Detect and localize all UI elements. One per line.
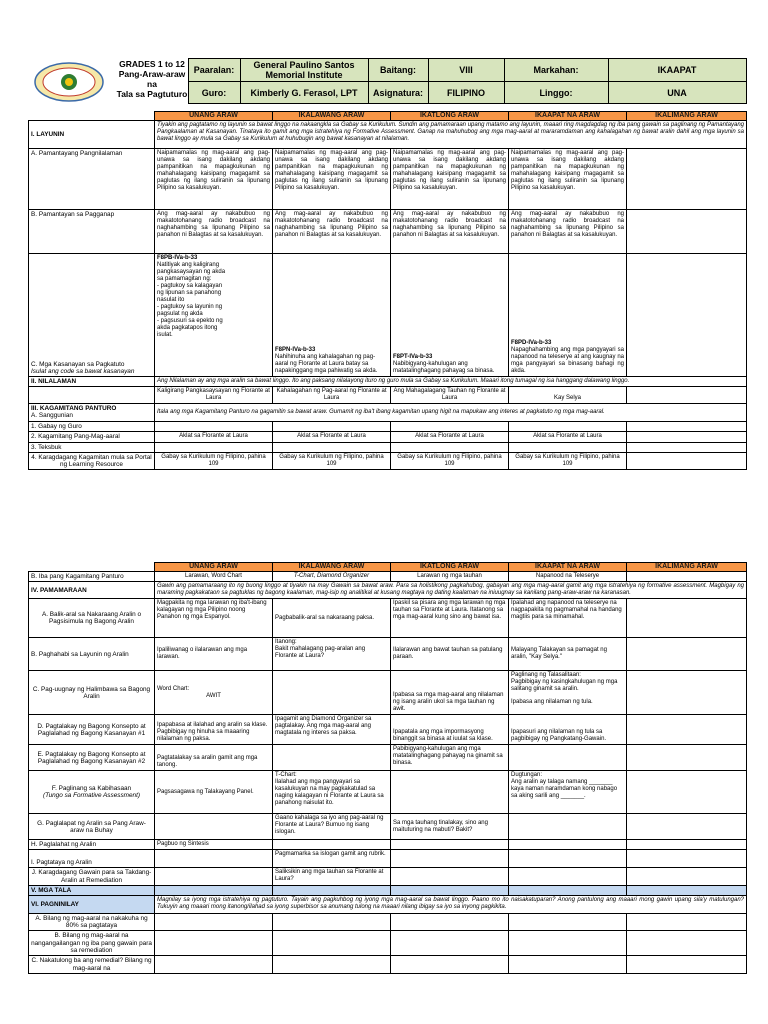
iba-pang-d2: T-Chart, Diamond Organizer	[273, 572, 391, 582]
paaralan-value: General Paulino Santos Memorial Institute	[240, 59, 368, 82]
a-d4: Ipalahad ang napanood na teleserye na nagpapakita ng pagmamahal na handang magtiis para sa minamahal.	[509, 599, 627, 638]
iba-pang-label: B. Iba pang Kagamitang Panturo	[29, 572, 155, 582]
title-line-1: GRADES 1 to 12	[119, 59, 185, 69]
asignatura-value: FILIPINO	[428, 82, 504, 104]
aklat-d1: Aklat sa Florante at Laura	[155, 432, 273, 442]
layunin-text: Tiyakin ang pagtatamo ng layunin sa bawat linggo na nakaangkla sa Gabay sa Kurikulum. Sundin ang pamamaraan upang matamo ang layunin, maaari ring magdagdag ng iba pang gawain sa paglinang ng Pamantayang Pangkaalaman at Kasanayan. Tinataya ito gamit ang mga istratehiya ng Formative Assessment. Ganap na mahuhubog ang mga mag-aaral at mararamdaman ang kahalagahan ng bawat aralin dahil ang mga layunin sa bawat linggo ay mula sa Gabay sa Kurikulum at huhubugin ang bawat kasanayan at nilalaman.	[155, 121, 747, 149]
a-label: A. Balik-aral sa Nakaraang Aralin o Pagsisimula ng Bagong Aralin	[29, 599, 155, 638]
sanggunian-label: A. Sanggunian	[31, 412, 73, 420]
j-label: J. Karagdagang Gawain para sa Takdang-Aralin at Remediation	[29, 868, 155, 885]
pagninilay-label: VI. PAGNINILAY	[29, 896, 155, 914]
nilalaman-d1: Kaligirang Pangkasaysayan ng Florante at Laura	[155, 387, 273, 404]
kasanayan-d1	[155, 254, 273, 377]
kasanayan-d2-text: Nahihinuha ang kahalagahan ng pag-aaral ng Florante at Laura batay sa napakinggang mga pahiwatig sa akda.	[275, 354, 378, 374]
markahan-label: Markahan:	[504, 59, 608, 82]
pagganap-d1: Ang mag-aaral ay nakabubuo ng makatotohanang radio broadcast na naghahambing sa lipunang Pilipino sa panahon ni Balagtas at sa kasalukuyan.	[155, 210, 273, 254]
pangnilalaman-d1: Naipamamalas ng mag-aaral ang pag-unawa sa isang dakilang akdang pampanitikan na mapagkukunan ng mahahalagang kaisipang magagamit sa paglutas ng ilang suliranin sa lipunang Pilipino sa kasalukuyan.	[155, 149, 273, 210]
gabay-label: 1. Gabay ng Guro	[29, 422, 155, 432]
pangnilalaman-label: A. Pamantayang Pangnilalaman	[29, 149, 155, 210]
karagdagan-d4: Gabay sa Kurikulum ng Filipino, pahina 109	[509, 452, 627, 469]
f-d4: Dugtungan: Ang aralin ay talaga namang _______ kaya naman naramdaman kong nabago sa aking sarili ang _______.	[509, 771, 627, 814]
a-d3: Ipaskil sa pisara ang mga larawan ng mga tauhan sa Florante at Laura. Itatanong sa mga mag-aaral kung sino ang bawat isa.	[391, 599, 509, 638]
day-header-3b: IKATLONG ARAW	[391, 563, 509, 572]
h-d1: Pagbuo ng Sintesis	[155, 840, 273, 850]
kagamitang-aaral-label: 2. Kagamitang Pang-Mag-aaral	[29, 432, 155, 442]
b-d2: Itanong: Bakit mahalagang pag-aralan ang Florante at Laura?	[273, 638, 391, 671]
pamamaraan-text: Gawin ang pamamaraang ito ng buong linggo at tiyakin na may Gawain sa bawat araw. Para sa holistikong pagkahubog, gabayan ang mga mag-aaral gamit ang mga istratehiya ng formative assessment. Magbigay ng maraming pagkakataon sa pagtuklas ng bagong kaalaman, mag-isip ng analitikal at kusang magtaya ng dating kaalaman na iniuugnay sa kanilang pang-araw-araw na karanasan.	[155, 582, 747, 599]
i-label: I. Pagtataya ng Aralin	[29, 850, 155, 868]
kasanayan-d3-text: Nabibigyang-kahulugan ang matatalinghagang pahayag sa binasa.	[393, 361, 495, 374]
pagganap-d3: Ang mag-aaral ay nakabubuo ng makatotohanang radio broadcast na naghahambing sa lipunang Pilipino sa panahon ni Balagtas at sa kasalukuyan.	[391, 210, 509, 254]
c-d1-word: AWIT	[206, 692, 221, 699]
day-header-3: IKATLONG ARAW	[391, 112, 509, 121]
day-header-5b: IKALIMANG ARAW	[627, 563, 747, 572]
b-label: B. Paghahabi sa Layunin ng Aralin	[29, 638, 155, 671]
c-d4-basa: Ipabasa ang nilalaman ng tula.	[511, 699, 593, 706]
baitang-label: Baitang:	[368, 59, 428, 82]
d-d3: Ipapatala ang mga impormasyong binanggit sa binasa at iuulat sa klase.	[391, 715, 509, 745]
c-d3: Ipabasa sa mga mag-aaral ang nilalaman ng isang aralin ukol sa mga tauhan ng awit.	[391, 671, 509, 715]
aklat-d4: Aklat sa Florante at Laura	[509, 432, 627, 442]
d-d4: Ipapasuri ang nilalaman ng tula sa pagbibigay ng Pangkatang-Gawain.	[509, 715, 627, 745]
pamamaraan-label: IV. PAMAMARAAN	[29, 582, 155, 599]
iba-pang-d1: Larawan, Word Chart	[155, 572, 273, 582]
nilalaman-text: Ang Nilalaman ay ang mga aralin sa bawat linggo. Ito ang paksang nilalayong ituro ng guro mula sa Gabay sa Kurikulum. Maaari itong tumagal ng isa hanggang dalawang linggo.	[155, 377, 747, 387]
c-label: C. Pag-uugnay ng Halimbawa sa Bagong Aralin	[29, 671, 155, 715]
pagganap-d2: Ang mag-aaral ay nakabubuo ng makatotohanang radio broadcast na naghahambing sa lipunang Pilipino sa panahon ni Balagtas at sa kasalukuyan.	[273, 210, 391, 254]
karagdagan-label: 4. Karagdagang Kagamitan mula sa Portal ng Learning Resource	[29, 452, 155, 469]
kasanayan-d1-code: F8PB-IVa-b-33	[157, 255, 198, 261]
aklat-d2: Aklat sa Florante at Laura	[273, 432, 391, 442]
f-d2: T-Chart: Ilalahad ang mga pangyayari sa kasalukuyan na may pagkakatulad sa naging kalagayan ni Florante at Laura sa panahong naisulat ito.	[273, 771, 391, 814]
day-header-row	[29, 112, 747, 121]
pangnilalaman-d3: Naipamamalas ng mag-aaral ang pag-unawa sa isang dakilang akdang pampanitikan na mapagkukunan ng mahahalagang kaisipang magagamit sa paglutas ng ilang suliranin sa lipunang Pilipino sa kasalukuyan.	[391, 149, 509, 210]
markahan-value: IKAAPAT	[608, 59, 746, 82]
day-header-1b: UNANG ARAW	[155, 563, 273, 572]
pangnilalaman-d2: Naipamamalas ng mag-aaral ang pag-unawa sa isang dakilang akdang pampanitikan na mapagkukunan ng mahahalagang kaisipang magagamit sa paglutas ng ilang suliranin sa lipunang Pilipino sa kasalukuyan.	[273, 149, 391, 210]
kagamitan-cell	[29, 404, 155, 422]
day-header-4: IKAAPAT NA ARAW	[509, 112, 627, 121]
pagganap-d4: Ang mag-aaral ay nakabubuo ng makatotohanang radio broadcast na naghahambing sa lipunang Pilipino sa panahon ni Balagtas at sa kasalukuyan.	[509, 210, 627, 254]
kasanayan-d3	[391, 254, 509, 377]
day-header-2b: IKALAWANG ARAW	[273, 563, 391, 572]
e-d1: Pagtatalakay sa aralin gamit ang mga tanong.	[155, 745, 273, 771]
kagamitan-text: Itala ang mga Kagamitang Panturo na gagamitin sa bawat araw. Gumamit ng iba't ibang kagamitan upang higit na mapukaw ang interes at pagkatuto ng mga mag-aaral.	[155, 404, 747, 422]
pangnilalaman-d4: Naipamamalas ng mag-aaral ang pag-unawa sa isang dakilang akdang pampanitikan na mapagkukunan ng mahahalagang kaisipang magagamit sa paglutas ng ilang suliranin sa lipunang Pilipino sa kasalukuyan.	[509, 149, 627, 210]
c-d1-title: Word Chart:	[157, 685, 190, 692]
c-d4	[509, 671, 627, 715]
f-sub: (Tungo sa Formative Assessment)	[43, 792, 140, 800]
j-d2: Saliksikin ang mga tauhan sa Florante at Laura?	[273, 868, 391, 885]
d-d2: Ipagamit ang Diamond Organizer sa pagtalakay. Ang mga mag-aaral ang magtatala ng interes sa paksa.	[273, 715, 391, 745]
kasanayan-cell	[29, 254, 155, 377]
title-line-4: Tala sa Pagtuturo	[116, 89, 188, 99]
kasanayan-d4	[509, 254, 627, 377]
karagdagan-d3: Gabay sa Kurikulum ng Filipino, pahina 109	[391, 452, 509, 469]
pa-label: A. Bilang ng mag-aaral na nakakuha ng 80% sa pagtataya	[29, 914, 155, 931]
g-label: G. Paglalapat ng Aralin sa Pang Araw-araw na Buhay	[29, 814, 155, 840]
teksbuk-label: 3. Teksbuk	[29, 442, 155, 452]
f-d1: Pagsasagawa ng Talakayang Panel.	[155, 771, 273, 814]
kasanayan-d2	[273, 254, 391, 377]
title-line-2: Pang-Araw-araw	[118, 69, 186, 79]
a-d2: Pagbabalik-aral sa nakaraang paksa.	[273, 599, 391, 638]
pc-label: C. Nakatulong ba ang remedial? Bilang ng mag-aaral na	[29, 956, 155, 973]
kasanayan-d4-text: Napaghahambing ang mga pangyayari sa napanood na teleserye at ang kaugnay na mga pangyayari sa binasang bahagi ng akda.	[511, 347, 624, 374]
b-d1: Ipaliliwanag o ilalarawan ang mga larawan.	[155, 638, 273, 671]
h-label: H. Paglalahat ng Aralin	[29, 840, 155, 850]
kasanayan-d2-code: F8PN-IVa-b-33	[275, 347, 316, 353]
pb-label: B. Bilang ng mag-aaral na nangangailangan ng iba pang gawain para sa remediation	[29, 931, 155, 956]
linggo-value: UNA	[608, 82, 746, 104]
asignatura-label: Asignatura:	[368, 82, 428, 104]
f-label: F. Paglinang sa Kabihasaan	[51, 785, 132, 792]
aklat-d3: Aklat sa Florante at Laura	[391, 432, 509, 442]
day-header-2: IKALAWANG ARAW	[273, 112, 391, 121]
b-d3: Ilalarawan ang bawat tauhan sa patulang paraan.	[391, 638, 509, 671]
lesson-table-1	[28, 111, 747, 470]
nilalaman-label: II. NILALAMAN	[29, 377, 155, 387]
e-label: E. Pagtalakay ng Bagong Konsepto at Paglalahad ng Bagong Kasanayan #2	[29, 745, 155, 771]
c-d1	[155, 671, 273, 715]
nilalaman-d3: Ang Mahagalagang Tauhan ng Florante at Laura	[391, 387, 509, 404]
kasanayan-d3-code: F8PT-IVa-b-33	[393, 354, 433, 360]
d-d1: Ipapabasa at ilalahad ang aralin sa klase. Pagbibigay ng hinuha sa maaaring nilalaman ng paksa.	[155, 715, 273, 745]
kasanayan-label: C. Mga Kasanayan sa Pagkatuto	[31, 360, 125, 368]
d-label: D. Pagtalakay ng Bagong Konsepto at Paglalahad ng Bagong Kasanayan #1	[29, 715, 155, 745]
c-d4-talasalitaan: Paglinang ng Talasalitaan: Pagbibigay ng kasingkahulugan ng mga salitang ginamit sa aralin.	[511, 672, 618, 693]
g-d3: Sa mga tauhang tinalakay, sino ang maituturing na mabuti? Bakit?	[391, 814, 509, 840]
kasanayan-d1-text: Natitiyak ang kaligirang pangkasaysayan ng akda sa pamamagitan ng: - pagtukoy sa kalagayan ng lipunan sa panahong nasulat ito - pagtukoy sa layunin ng pagsulat ng akda - pagsusuri sa epekto ng akda pagkatapos itong isulat.	[157, 262, 226, 338]
karagdagan-d1: Gabay sa Kurikulum ng Filipino, pahina 109	[155, 452, 273, 469]
lesson-table-2	[28, 562, 747, 974]
karagdagan-d2: Gabay sa Kurikulum ng Filipino, pahina 109	[273, 452, 391, 469]
day-header-5: IKALIMANG ARAW	[627, 112, 747, 121]
pagganap-label: B. Pamantayan sa Pagganap	[29, 210, 155, 254]
baitang-value: VIII	[428, 59, 504, 82]
day-header-4b: IKAAPAT NA ARAW	[509, 563, 627, 572]
i-d2: Pagmamarka sa islogan gamit ang rubrik.	[273, 850, 391, 868]
iba-pang-d4: Napanood na Teleserye	[509, 572, 627, 582]
e-d3: Pabibigyang-kahulugan ang mga matatalinghagang pahayag na ginamit sa binasa.	[391, 745, 509, 771]
nilalaman-d4: Kay Selya	[509, 387, 627, 404]
day-header-1: UNANG ARAW	[155, 112, 273, 121]
paaralan-label: Paaralan:	[188, 59, 240, 82]
guro-label: Guro:	[188, 82, 240, 104]
kagamitan-label: III. KAGAMITANG PANTURO	[31, 405, 117, 413]
f-cell	[29, 771, 155, 814]
kasanayan-sub: Isulat ang code sa bawat kasanayan	[31, 367, 135, 375]
iba-pang-d3: Larawan ng mga tauhan	[391, 572, 509, 582]
linggo-label: Linggo:	[504, 82, 608, 104]
title-line-3: na	[147, 79, 157, 89]
b-d4: Malayang Talakayan sa pamagat ng aralin, "Kay Selya."	[509, 638, 627, 671]
a-d1: Magpakita ng mga larawan ng iba't-ibang kalagayan ng mga Pilipino noong Panahon ng mga Espanyol.	[155, 599, 273, 638]
day-header-row-2	[29, 563, 747, 572]
header-table	[28, 58, 747, 104]
layunin-label: I. LAYUNIN	[29, 121, 155, 149]
g-d2: Gaano kahalaga sa iyo ang pag-aaral ng Florante at Laura? Bumuo ng isang islogan.	[273, 814, 391, 840]
guro-value: Kimberly G. Ferasol, LPT	[240, 82, 368, 104]
tala-label: V. MGA TALA	[29, 885, 155, 895]
nilalaman-d2: Kahalagahan ng Pag-aaral ng Florante at Laura	[273, 387, 391, 404]
kasanayan-d4-code: F8PD-IVa-b-33	[511, 340, 552, 346]
pagninilay-text: Magnilay sa iyong mga istratehiya ng pagtuturo. Tayain ang pagkuhbog ng iyong mga mag-aaral sa bawat linggo. Paano mo ito naisakatuparan? Anong pantulong ang maaari mong gawin upang sila'y matulungan? Tukuyin ang maaari mong itanong/ilahad sa iyong superbisor sa anumang tulong na maaari nilang ibigay sa iyo sa inyong pagkikita.	[155, 896, 747, 914]
